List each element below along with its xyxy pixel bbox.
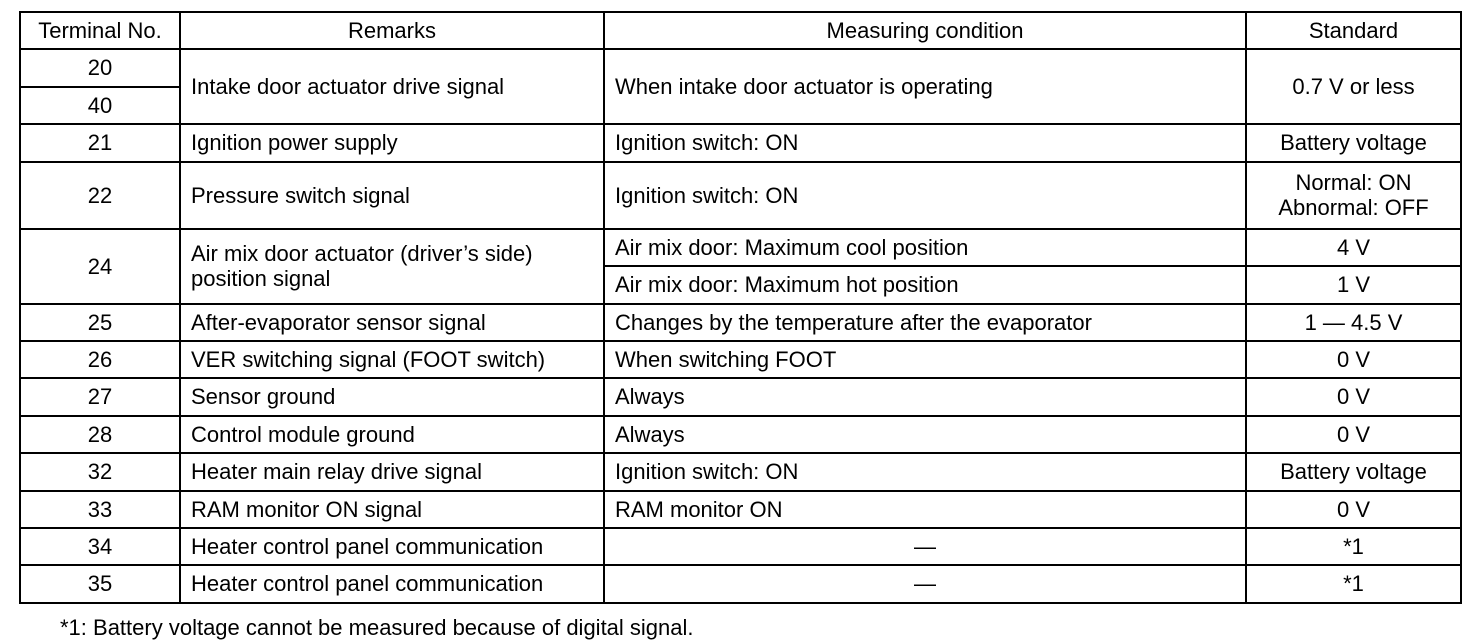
terminal-no-cell-line: 35	[87, 571, 113, 597]
remarks-cell-line: After-evaporator sensor signal	[191, 309, 486, 335]
remarks-cell	[180, 124, 604, 161]
table-row	[20, 453, 1461, 490]
measuring-condition-cell: Always	[604, 416, 1246, 453]
terminal-no-cell-line: 22	[87, 182, 113, 208]
terminal-no-cell	[20, 341, 180, 378]
terminal-no-cell-line: 28	[87, 421, 113, 447]
remarks-cell-line: Heater control panel communication	[191, 534, 544, 560]
remarks-cell	[180, 304, 604, 341]
standard-cell	[1246, 229, 1461, 266]
terminal-no-cell: 20	[20, 49, 180, 86]
terminal-no-cell-line: 33	[87, 496, 113, 522]
remarks-cell-line: Control module ground	[191, 421, 415, 447]
table-row	[20, 528, 1461, 565]
standard-cell	[1246, 378, 1461, 415]
footnote: *1: Battery voltage cannot be measured because of digital signal.	[60, 615, 694, 640]
measuring-condition-cell: Ignition switch: ON	[604, 124, 1246, 161]
remarks-cell-line: Intake door actuator drive signal	[191, 74, 505, 100]
standard-cell-line: Battery voltage	[1280, 459, 1427, 485]
terminal-no-cell-line: 26	[87, 347, 113, 373]
terminal-no-cell-line: 32	[87, 459, 113, 485]
table-row	[20, 49, 1461, 86]
header-standard: Standard	[1246, 12, 1461, 49]
measuring-condition-cell: RAM monitor ON	[604, 491, 1246, 528]
table-row	[20, 565, 1461, 602]
remarks-cell-line: Ignition power supply	[191, 130, 398, 156]
remarks-cell-line: position signal	[191, 266, 331, 292]
standard-cell	[1246, 491, 1461, 528]
terminal-no-cell	[20, 229, 180, 304]
table-body	[20, 49, 1461, 602]
remarks-cell	[180, 528, 604, 565]
header-terminal-no: Terminal No.	[20, 12, 180, 49]
standard-cell-line: 0 V	[1336, 496, 1371, 522]
standard-cell-line: Battery voltage	[1280, 130, 1427, 156]
standard-cell-line: Normal: ON	[1295, 169, 1412, 195]
standard-cell	[1246, 49, 1461, 124]
remarks-cell	[180, 341, 604, 378]
measuring-condition-cell: —	[604, 528, 1246, 565]
table-row	[20, 378, 1461, 415]
table-row	[20, 416, 1461, 453]
standard-cell	[1246, 266, 1461, 303]
standard-cell	[1246, 453, 1461, 490]
table-row	[20, 124, 1461, 161]
terminal-no-cell	[20, 528, 180, 565]
measuring-condition-cell: Air mix door: Maximum hot position	[604, 266, 1246, 303]
terminal-no-cell-line: 24	[87, 253, 113, 279]
remarks-cell-line: Air mix door actuator (driver’s side)	[191, 240, 533, 266]
standard-cell	[1246, 565, 1461, 602]
standard-cell-line: 4 V	[1336, 234, 1371, 260]
standard-cell	[1246, 162, 1461, 229]
terminal-no-cell-line: 27	[87, 384, 113, 410]
terminal-no-cell-line: 25	[87, 309, 113, 335]
terminal-no-cell: 40	[20, 87, 180, 124]
measuring-condition-cell: When switching FOOT	[604, 341, 1246, 378]
measuring-condition-cell: Changes by the temperature after the evaporator	[604, 304, 1246, 341]
remarks-cell	[180, 565, 604, 602]
remarks-cell	[180, 416, 604, 453]
standard-cell	[1246, 341, 1461, 378]
remarks-cell	[180, 491, 604, 528]
standard-cell	[1246, 416, 1461, 453]
table-row	[20, 341, 1461, 378]
remarks-cell	[180, 162, 604, 229]
table-header-row	[20, 12, 1461, 49]
standard-cell	[1246, 124, 1461, 161]
terminal-no-cell	[20, 124, 180, 161]
terminal-spec-table-container	[19, 11, 1462, 604]
remarks-cell-line: Heater control panel communication	[191, 571, 544, 597]
standard-cell-line: 0 V	[1336, 384, 1371, 410]
table-row	[20, 229, 1461, 266]
standard-cell-line: 0 V	[1336, 347, 1371, 373]
measuring-condition-cell: When intake door actuator is operating	[604, 49, 1246, 124]
table-row	[20, 304, 1461, 341]
measuring-condition-cell: Air mix door: Maximum cool position	[604, 229, 1246, 266]
standard-cell-line: 0 V	[1336, 421, 1371, 447]
measuring-condition-cell: Ignition switch: ON	[604, 453, 1246, 490]
standard-cell	[1246, 528, 1461, 565]
terminal-no-cell	[20, 491, 180, 528]
terminal-no-cell	[20, 453, 180, 490]
standard-cell-line: 1 V	[1336, 272, 1371, 298]
terminal-no-cell	[20, 162, 180, 229]
terminal-no-cell	[20, 416, 180, 453]
terminal-no-cell	[20, 304, 180, 341]
table-row	[20, 162, 1461, 229]
remarks-cell	[180, 49, 604, 124]
standard-cell-line: 1 — 4.5 V	[1304, 309, 1403, 335]
measuring-condition-cell: —	[604, 565, 1246, 602]
measuring-condition-cell: Always	[604, 378, 1246, 415]
terminal-spec-table	[19, 11, 1462, 604]
terminal-no-cell-line: 21	[87, 130, 113, 156]
standard-cell	[1246, 304, 1461, 341]
terminal-no-cell-line: 34	[87, 534, 113, 560]
remarks-cell-line: Heater main relay drive signal	[191, 459, 483, 485]
remarks-cell-line: RAM monitor ON signal	[191, 496, 423, 522]
header-measuring-condition: Measuring condition	[604, 12, 1246, 49]
table-row	[20, 491, 1461, 528]
remarks-cell-line: Sensor ground	[191, 384, 336, 410]
terminal-no-cell	[20, 565, 180, 602]
remarks-cell	[180, 453, 604, 490]
standard-cell-line: *1	[1343, 571, 1364, 597]
remarks-cell-line: Pressure switch signal	[191, 182, 410, 208]
standard-cell-line: Abnormal: OFF	[1278, 195, 1429, 221]
terminal-no-cell	[20, 378, 180, 415]
remarks-cell-line: VER switching signal (FOOT switch)	[191, 347, 546, 373]
measuring-condition-cell: Ignition switch: ON	[604, 162, 1246, 229]
standard-cell-line: 0.7 V or less	[1292, 74, 1415, 100]
header-remarks: Remarks	[180, 12, 604, 49]
remarks-cell	[180, 229, 604, 304]
standard-cell-line: *1	[1343, 534, 1364, 560]
remarks-cell	[180, 378, 604, 415]
